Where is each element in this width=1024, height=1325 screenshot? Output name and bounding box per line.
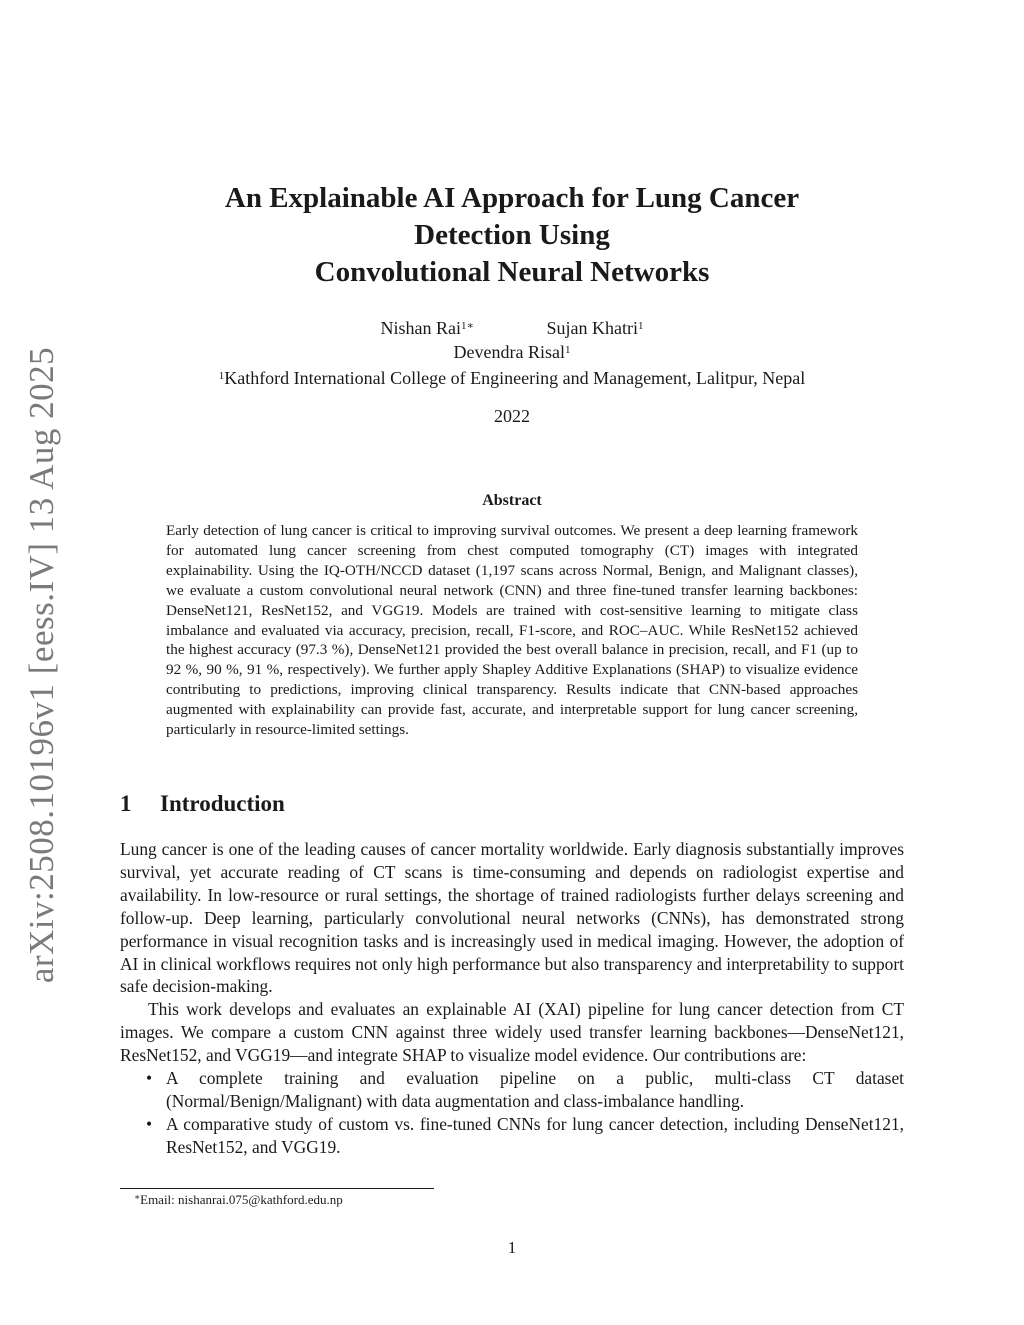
list-item: • A comparative study of custom vs. fine-tuned CNNs for lung cancer detection, including DenseNet121, ResNet152, and VGG19. xyxy=(146,1113,904,1157)
bullet-icon: • xyxy=(146,1113,153,1134)
title-line-3: Convolutional Neural Networks xyxy=(314,256,710,288)
introduction-body xyxy=(120,838,904,1159)
affiliation: $^1$Kathford International College of Engineering and Management, Lalitpur, Nepal xyxy=(218,368,806,388)
paragraph: Lung cancer is one of the leading causes of cancer mortality worldwide. Early diagnosis substantially improves survival, yet accurate reading of CT scans is time-consuming and depends on radiologist expertise and availability. In low-resource or rural settings, the shortage of trained radiologists further delays screening and follow-up. Deep learning, particularly convolutional neural networks (CNNs), has demonstrated strong performance in visual recognition tasks and is increasingly used in medical imaging. However, the adoption of AI in clinical workflows requires not only high performance but also transparency and interpretability to support safe decision-making. xyxy=(120,839,904,997)
footnote xyxy=(134,1192,343,1208)
section-title: Introduction xyxy=(160,791,285,816)
title-line-2: Detection Using xyxy=(414,219,610,251)
author-name: Nishan Rai$^{1∗}$ xyxy=(380,318,474,338)
list-item: • A complete training and evaluation pipeline on a public, multi-class CT dataset (Normal/Benign/Malignant) with data augmentation and class-imbalance handling. xyxy=(146,1068,904,1111)
abstract-body: Early detection of lung cancer is critical to improving survival outcomes. We present a deep learning framework for automated lung cancer screening from chest computed tomography (CT) images with integrated explainability. Using the IQ-OTH/NCCD dataset (1,197 scans across Normal, Benign, and Malignant classes), we evaluate a custom convolutional neural network (CNN) and three fine-tuned transfer learning backbones: DenseNet121, ResNet152, and VGG19. Models are trained with cost-sensitive learning to mitigate class imbalance and evaluated via accuracy, precision, recall, F1-score, and ROC–AUC. While ResNet152 achieved the highest accuracy (97.3 %), DenseNet121 provided the best overall balance in precision, recall, and F1 (up to 92 %, 90 %, 91 %, respectively). We further apply Shapley Additive Explanations (SHAP) to visualize evidence contributing to predictions, improving clinical transparency. Results indicate that CNN-based approaches augmented with explainability can provide fast, accurate, and interpretable support for lung cancer screening, particularly in resource-limited settings. xyxy=(166,522,858,739)
author-block xyxy=(120,316,904,390)
author-mark: 1 xyxy=(637,319,644,332)
footnote-text: Email: nishanrai.075@kathford.edu.np xyxy=(140,1192,343,1207)
author-name: Sujan Khatri$^1$ xyxy=(546,318,644,338)
abstract-heading: Abstract xyxy=(482,492,542,509)
footnote-mark: ∗ xyxy=(134,1191,141,1202)
section-number: 1 xyxy=(120,791,132,816)
author-row xyxy=(120,316,904,340)
author-name: Devendra Risal$^1$ xyxy=(453,342,571,362)
paragraph: This work develops and evaluates an explainable AI (XAI) pipeline for lung cancer detection from CT images. We compare a custom CNN against three widely used transfer learning backbones—DenseNet121, ResNet152, and VGG19—and integrate SHAP to visualize model evidence. Our contributions are: xyxy=(120,999,904,1066)
author-row xyxy=(120,340,904,364)
title-line-1: An Explainable AI Approach for Lung Cancer xyxy=(224,182,800,214)
contributions-list xyxy=(120,1067,904,1159)
arxiv-identifier-stamp: arXiv:2508.10196v1 [eess.IV] 13 Aug 2025 xyxy=(22,346,61,984)
page-number: 1 xyxy=(507,1238,517,1257)
section-heading xyxy=(120,791,285,817)
author-mark: 1∗ xyxy=(461,319,474,332)
author-mark: 1 xyxy=(564,343,571,356)
bullet-icon: • xyxy=(146,1068,153,1089)
paper-title xyxy=(120,180,904,291)
footnote-divider xyxy=(120,1188,434,1189)
publication-year: 2022 xyxy=(494,406,530,426)
affiliation-mark: 1 xyxy=(218,369,225,382)
